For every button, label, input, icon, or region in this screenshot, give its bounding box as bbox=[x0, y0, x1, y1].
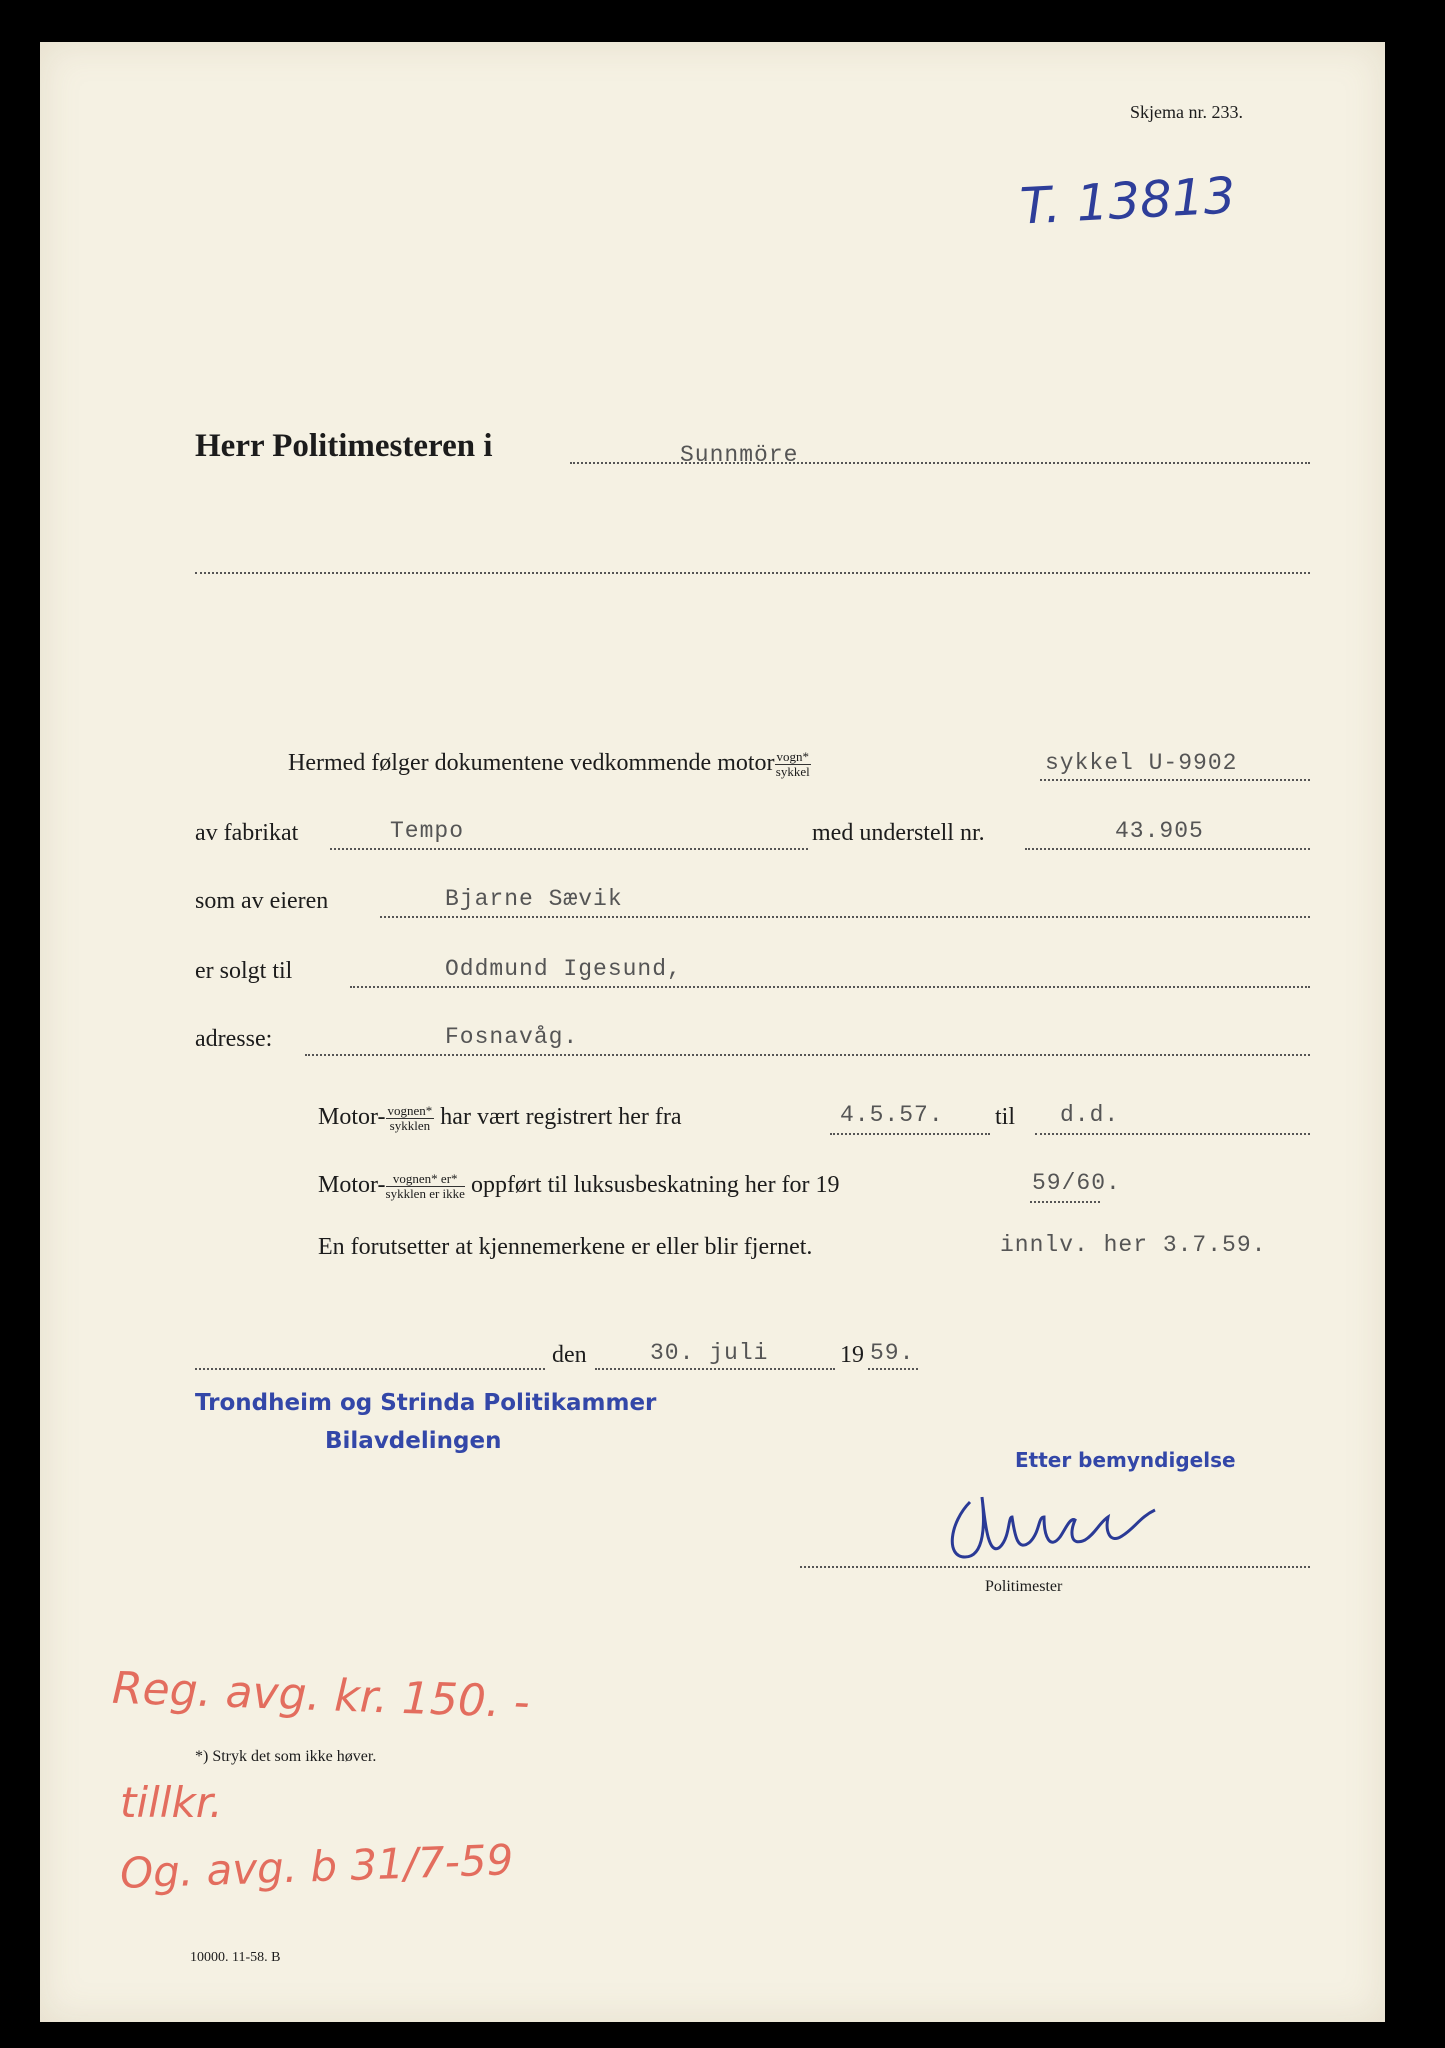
owner-dotted-line bbox=[380, 916, 1310, 918]
intro-text: Hermed følger dokumentene vedkommende motor $\frac{\text{vogn*}}{\text{sykkel}}$ bbox=[288, 749, 810, 779]
form-sheet bbox=[40, 42, 1385, 2022]
stamp-line-2: Bilavdelingen bbox=[325, 1428, 502, 1454]
registered-text: Motor- $\frac{\text{vognen*}}{\text{sykklen}}$ har vært registrert her fra bbox=[318, 1103, 682, 1133]
chassis-dotted-line bbox=[1025, 848, 1310, 850]
red-note-line-2: tillkr. bbox=[120, 1778, 223, 1827]
signature-title: Politimester bbox=[985, 1578, 1063, 1595]
luxury-tax-fraction: $\frac{\text{vognen* er*}}{\text{sykklen er ikke}}$ bbox=[385, 1171, 465, 1201]
form-number: Skjema nr. 233. bbox=[1130, 102, 1243, 122]
luxury-tax-value: 59/60. bbox=[1032, 1170, 1121, 1196]
place-dotted-line bbox=[195, 1368, 545, 1370]
signature bbox=[940, 1462, 1200, 1572]
registered-to-value: d.d. bbox=[1060, 1102, 1120, 1128]
authority-stamp: Etter bemyndigelse bbox=[1015, 1448, 1236, 1472]
addressee-label: Herr Politimesteren i bbox=[195, 428, 493, 464]
registered-from-value: 4.5.57. bbox=[840, 1102, 944, 1128]
date-den-label: den bbox=[552, 1342, 587, 1368]
owner-value: Bjarne Sævik bbox=[445, 886, 623, 912]
reference-number: T. 13813 bbox=[1018, 166, 1237, 236]
make-value: Tempo bbox=[390, 818, 465, 844]
address-label: adresse: bbox=[195, 1026, 273, 1052]
vehicle-type-fraction: $\frac{\text{vogn*}}{\text{sykkel}}$ bbox=[775, 749, 810, 779]
footnote: *) Stryk det som ikke høver. bbox=[195, 1748, 377, 1765]
buyer-dotted-line bbox=[350, 986, 1310, 988]
make-label: av fabrikat bbox=[195, 820, 299, 846]
buyer-value: Oddmund Igesund, bbox=[445, 956, 682, 982]
stamp-line-1: Trondheim og Strinda Politikammer bbox=[195, 1390, 657, 1416]
date-year-dotted-line bbox=[868, 1368, 918, 1370]
intro-dotted-line bbox=[1040, 779, 1310, 781]
registered-to-label: til bbox=[995, 1104, 1016, 1130]
address-value: Fosnavåg. bbox=[445, 1024, 579, 1050]
registered-to-dotted-line bbox=[1035, 1133, 1310, 1135]
luxury-tax-text: Motor- $\frac{\text{vognen* er*}}{\text{sykklen er ikke}}$ oppført til luksusbeskatning her for 19 bbox=[318, 1171, 840, 1201]
address-dotted-line bbox=[305, 1054, 1310, 1056]
buyer-label: er solgt til bbox=[195, 958, 293, 984]
luxury-tax-dotted-line bbox=[1030, 1201, 1100, 1203]
date-day-dotted-line bbox=[595, 1368, 835, 1370]
chassis-value: 43.905 bbox=[1115, 818, 1204, 844]
owner-label: som av eieren bbox=[195, 888, 329, 914]
print-code: 10000. 11-58. B bbox=[190, 1950, 281, 1965]
addressee-dotted-line-2 bbox=[195, 572, 1310, 574]
vehicle-value: sykkel U-9902 bbox=[1045, 750, 1238, 776]
date-year-prefix: 19 bbox=[840, 1342, 864, 1368]
chassis-label: med understell nr. bbox=[812, 820, 985, 846]
red-note-line-1: Reg. avg. kr. 150. - bbox=[111, 1662, 531, 1729]
red-note-line-3: Og. avg. b 31/7-59 bbox=[119, 1835, 515, 1898]
registered-fraction: $\frac{\text{vognen*}}{\text{sykklen}}$ bbox=[387, 1103, 433, 1133]
plates-text: En forutsetter at kjennemerkene er eller blir fjernet. bbox=[318, 1234, 813, 1260]
signature-dotted-line bbox=[800, 1566, 1310, 1568]
plates-value: innlv. her 3.7.59. bbox=[1000, 1232, 1267, 1258]
registered-from-dotted-line bbox=[830, 1133, 990, 1135]
make-dotted-line bbox=[330, 848, 808, 850]
date-day-value: 30. juli bbox=[650, 1340, 769, 1366]
date-year-value: 59. bbox=[870, 1340, 915, 1366]
addressee-value: Sunnmöre bbox=[680, 442, 799, 468]
